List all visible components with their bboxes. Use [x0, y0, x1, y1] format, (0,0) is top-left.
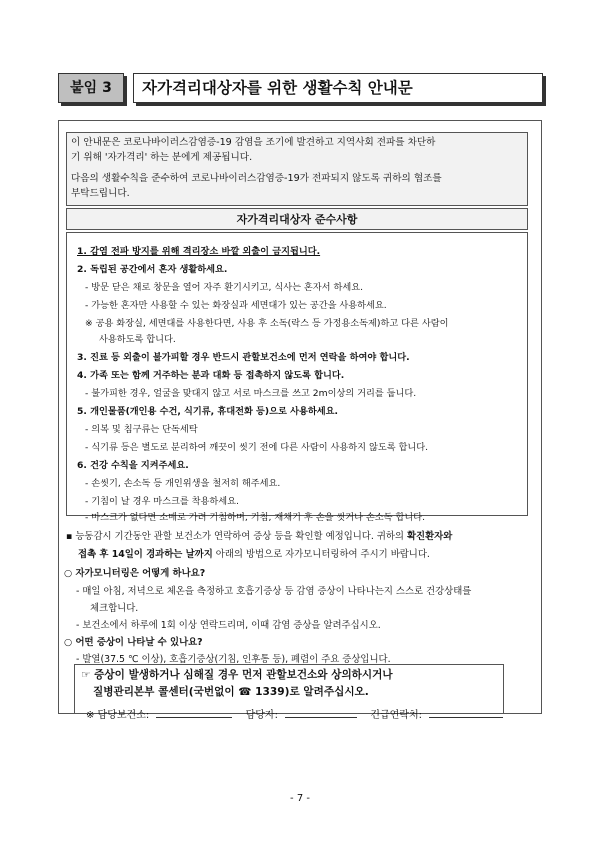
intro-line: 이 안내문은 코로나바이러스감염증-19 감염을 조기에 발견하고 지역사회 전파를 차단하 — [71, 137, 436, 148]
answer: - 보건소에서 하루에 1회 이상 연락드리며, 이때 감염 증상을 알려주십시오. — [76, 620, 381, 631]
rule-item: 1. 감염 전파 방지를 위해 격리장소 바깥 외출이 금지됩니다. — [77, 246, 321, 257]
rule-subitem: - 기침이 날 경우 마스크를 착용하세요. — [85, 496, 239, 507]
rule-item: 5. 개인물품(개인용 수건, 식기류, 휴대전화 등)으로 사용하세요. — [77, 406, 338, 417]
rule-note: 사용하도록 합니다. — [99, 334, 176, 345]
monitoring-text: 아래의 방법으로 자가모니터링하여 주시기 바랍니다. — [212, 549, 430, 560]
notice-line: ☞ 증상이 발생하거나 심해질 경우 먼저 관할보건소와 상의하시거나 — [81, 669, 393, 681]
rule-subitem: - 의복 및 침구류는 단독세탁 — [85, 424, 198, 435]
rule-subitem: - 식기류 등은 별도로 분리하여 깨끗이 씻기 전에 다른 사람이 사용하지 않도록 합니다. — [85, 442, 429, 453]
intro-box — [66, 132, 528, 206]
rule-item: 2. 독립된 공간에서 혼자 생활하세요. — [77, 264, 228, 275]
emergency-contact-label: 긴급연락처: — [370, 710, 423, 721]
page-number: - 7 - — [290, 793, 310, 804]
intro-line: 부탁드립니다. — [71, 188, 130, 199]
monitoring-line — [78, 546, 430, 560]
intro-line: 기 위해 '자가격리' 하는 분에게 제공됩니다. — [71, 152, 253, 163]
manager-field[interactable] — [285, 707, 357, 718]
rule-item: 4. 가족 또는 함께 거주하는 분과 대화 등 접촉하지 않도록 합니다. — [77, 370, 345, 381]
page-title: 자가격리대상자를 위한 생활수칙 안내문 — [133, 73, 543, 103]
rule-subitem: - 가능한 혼자만 사용할 수 있는 화장실과 세면대가 있는 공간을 사용하세요. — [85, 300, 387, 311]
monitoring-line — [66, 528, 452, 542]
monitoring-text: ▪ 능동감시 기간동안 관할 보건소가 연락하여 증상 등을 확인할 예정입니다. 귀하의 — [66, 531, 407, 542]
rules-box — [66, 232, 528, 523]
rule-item: 6. 건강 수칙을 지켜주세요. — [77, 460, 189, 471]
intro-line: 다음의 생활수칙을 준수하여 코로나바이러스감염증-19가 전파되지 않도록 귀하의 협조를 — [71, 173, 442, 184]
attachment-tag: 붙임 3 — [58, 73, 124, 103]
question: ○ 자가모니터링은 어떻게 하나요? — [64, 568, 206, 579]
monitoring-emphasis: 확진환자와 — [406, 531, 453, 542]
health-center-label: ※ 담당보건소: — [86, 710, 150, 721]
monitoring-emphasis: 접촉 후 14일이 경과하는 날까지 — [78, 549, 213, 560]
rules-heading: 자가격리대상자 준수사항 — [66, 208, 528, 230]
rule-subitem: - 불가피한 경우, 얼굴을 맞대지 않고 서로 마스크를 쓰고 2m이상의 거리를 둡니다. — [85, 388, 417, 399]
rule-note: ※ 공용 화장실, 세면대를 사용한다면, 사용 후 소독(락스 등 가정용소독제)하고 다른 사람이 — [85, 318, 449, 329]
answer: - 매일 아침, 저녁으로 체온을 측정하고 호흡기증상 등 감염 증상이 나타나는지 스스로 건강상태를 — [76, 586, 472, 597]
answer: 체크합니다. — [90, 603, 139, 614]
answer: - 발열(37.5 ℃ 이상), 호흡기증상(기침, 인후통 등), 폐렴이 주요 증상입니다. — [76, 654, 391, 665]
emergency-contact-field[interactable] — [429, 707, 503, 718]
rule-item: 3. 진료 등 외출이 불가피할 경우 반드시 관할보건소에 먼저 연락을 하여야 합니다. — [77, 352, 410, 363]
rule-subitem: - 방문 닫은 채로 창문을 열어 자주 환기시키고, 식사는 혼자서 하세요. — [85, 282, 363, 293]
rule-subitem: - 마스크가 없다면 소매로 가려 기침하며, 기침, 재채기 후 손을 씻거나 손소독 합니다. — [85, 512, 425, 523]
notice-line: 질병관리본부 콜센터(국번없이 ☎ 1339)로 알려주십시오. — [93, 686, 369, 698]
health-center-field[interactable] — [156, 707, 232, 718]
question: ○ 어떤 증상이 나타날 수 있나요? — [64, 637, 203, 648]
manager-label: 담당자: — [245, 710, 278, 721]
rule-subitem: - 손씻기, 손소독 등 개인위생을 철저히 해주세요. — [85, 478, 281, 489]
contact-fields — [86, 706, 503, 721]
